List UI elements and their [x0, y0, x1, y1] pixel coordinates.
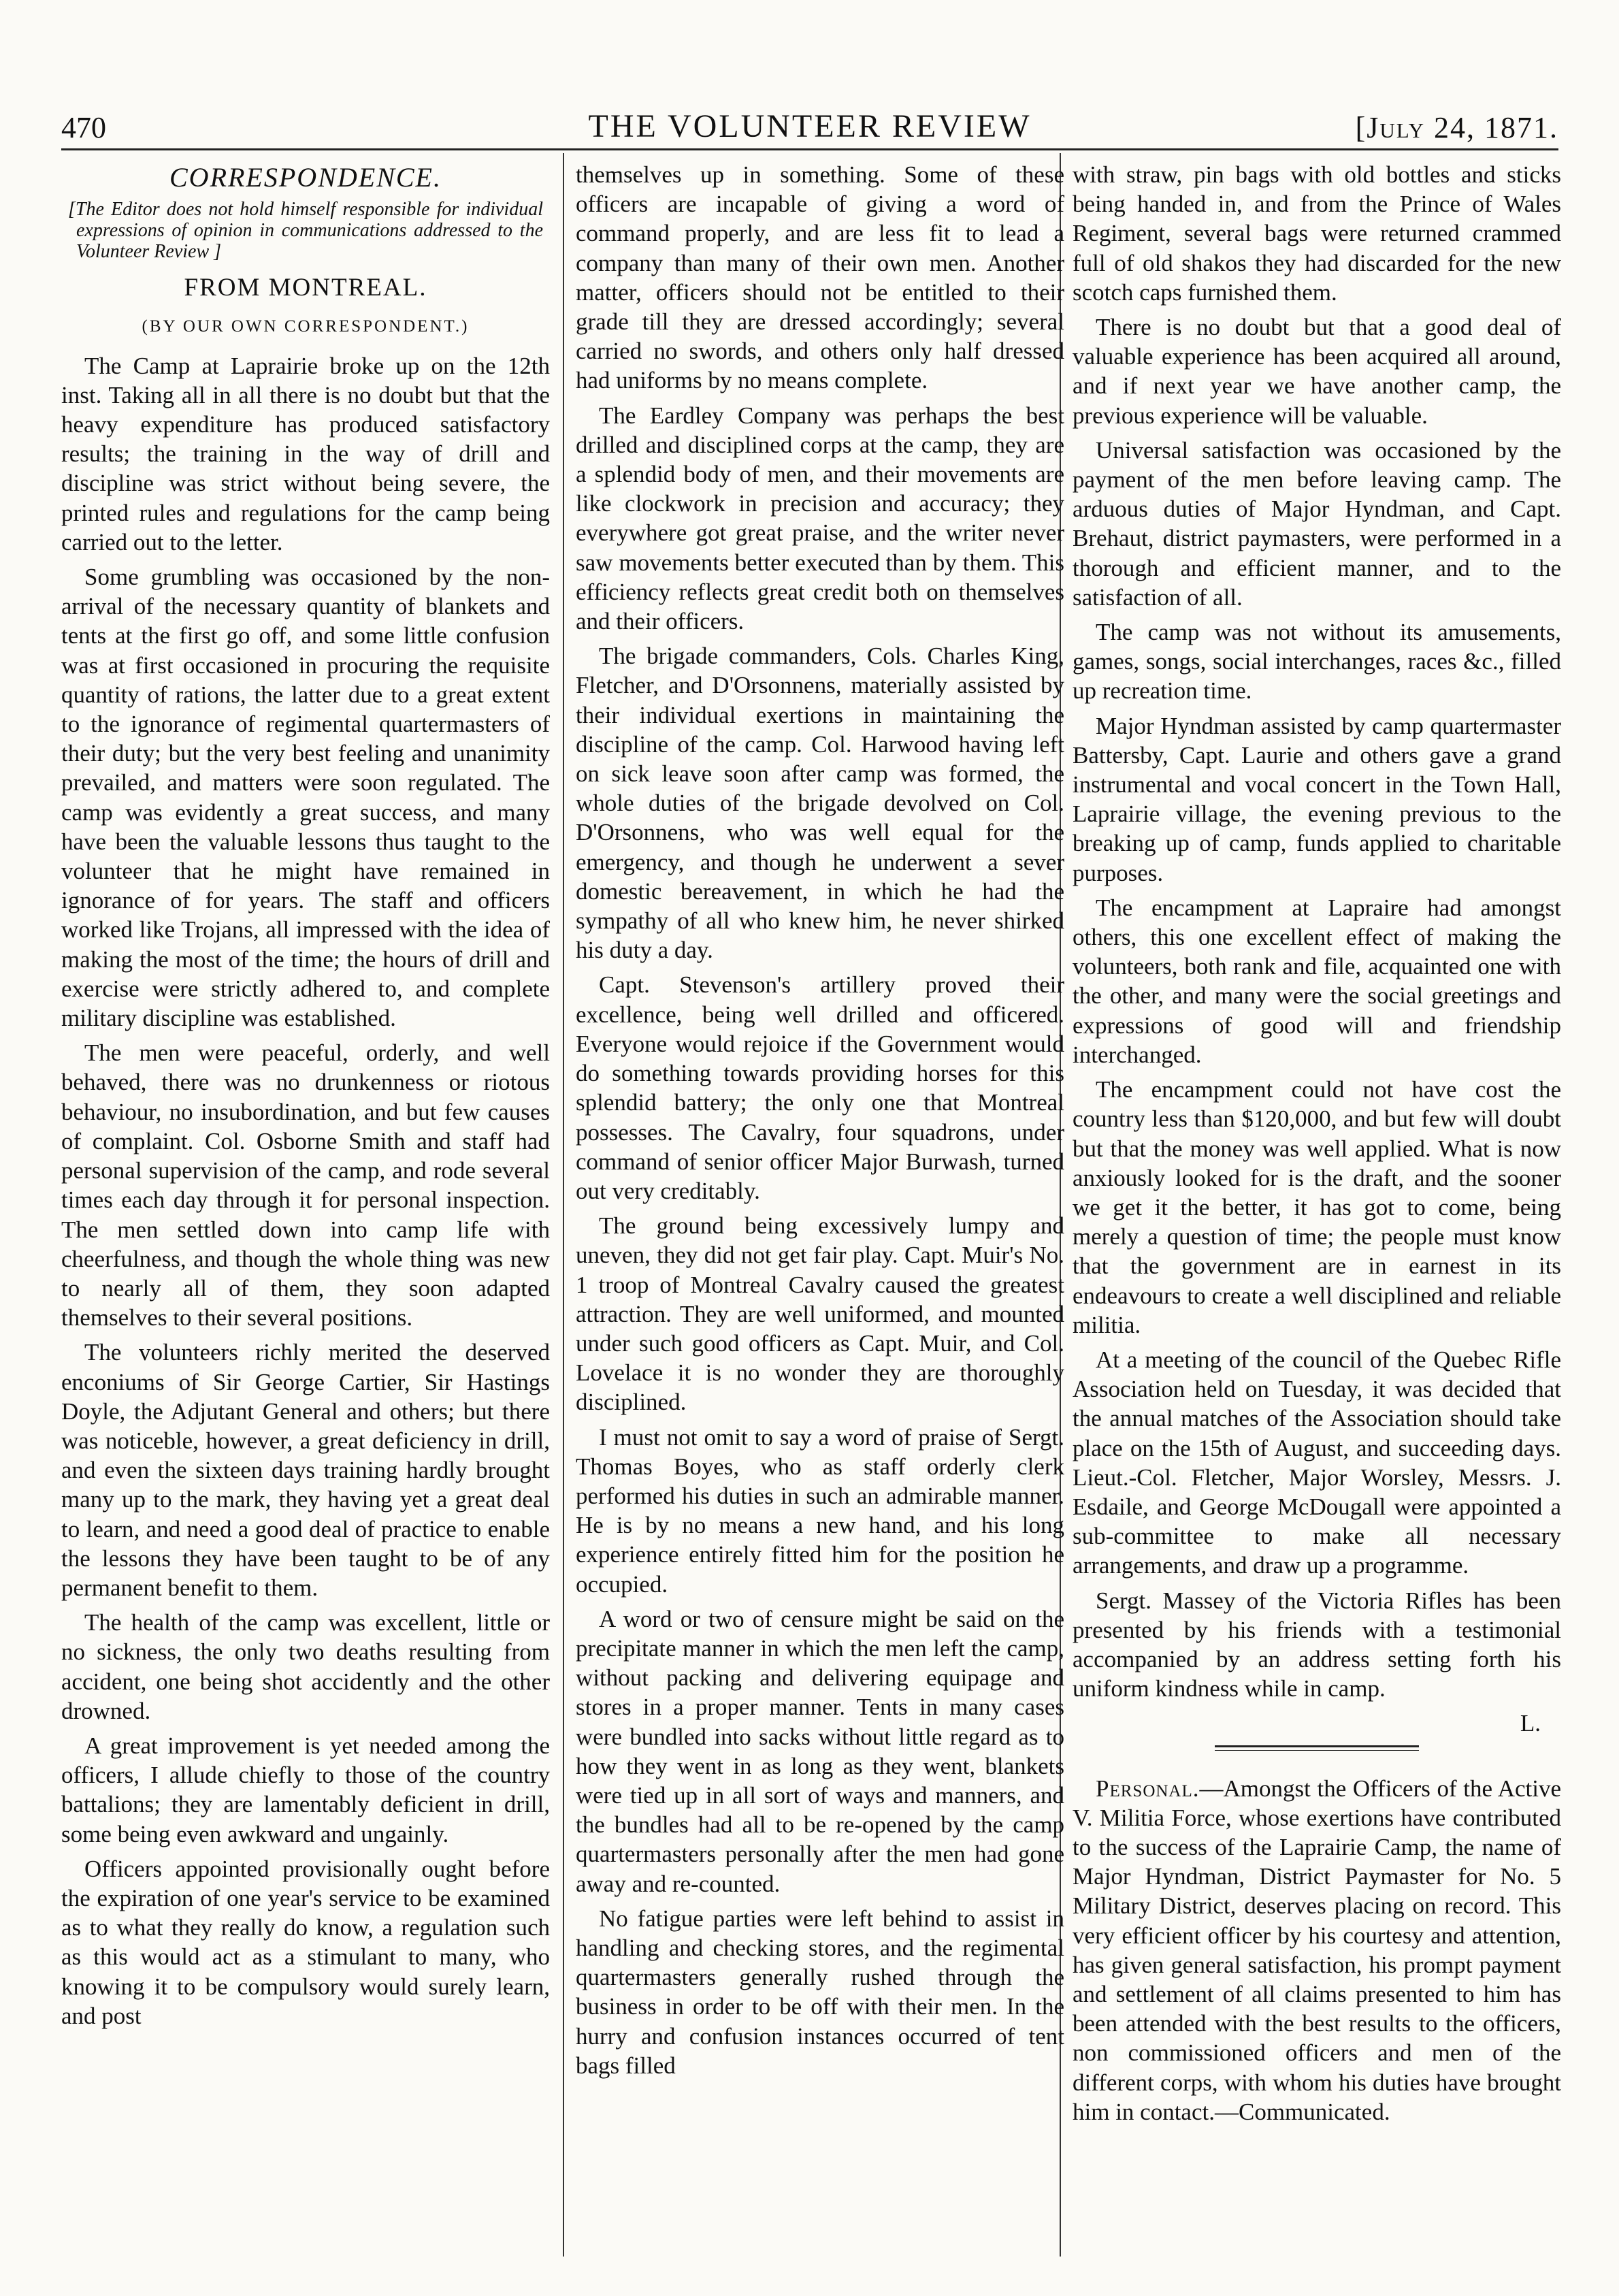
article-paragraph: Capt. Stevenson's artillery proved their excellence, being well drilled and officered. Everyone would rejoice if the Government would do something towards providing horses for this splendid battery; the only one that Montreal possesses. The Cavalry, four squadrons, under command of senior officer Major Burwash, turned out very creditably.	[576, 971, 1064, 1204]
article-paragraph: Major Hyndman assisted by camp quartermaster Battersby, Capt. Laurie and others gave a grand instrumental and vocal concert in the Town Hall, Laprairie village, the evening previous to the breaking up of camp, funds applied to charitable purposes.	[1073, 712, 1561, 886]
page-number: 470	[61, 111, 106, 144]
article-heading: FROM MONTREAL.	[184, 274, 427, 302]
article-paragraph: The volunteers richly merited the deserved enconiums of Sir George Cartier, Sir Hastings Doyle, the Adjutant General and others; but there was noticeble, however, a great deficiency in drill, and even the sixteen days training hardly brought many up to the mark, they having yet a great deal to learn, and need a good deal of practice to enable the lessons they have been taught to be of any permanent benefit to them.	[61, 1339, 550, 1601]
personal-notice	[1073, 1774, 1561, 2127]
correspondent-signature: L.	[1520, 1710, 1541, 1737]
article-paragraph: The brigade commanders, Cols. Charles King, Fletcher, and D'Orsonnens, materially assisted by their individual exertions in maintaining the discipline of the camp. Col. Harwood having left on sick leave soon after camp was formed, the whole duties of the brigade devolved on Col. D'Orsonnens, who was well equal for the emergency, and though he underwent a sever domestic bereavement, in which he had the sympathy of all who knew him, he never shirked his duty a day.	[576, 643, 1064, 964]
column-2	[576, 160, 1064, 2229]
article-paragraph: The health of the camp was excellent, little or no sickness, the only two deaths resulting from accident, one being shot accidently and the other drowned.	[61, 1609, 550, 1724]
column-3	[1073, 160, 1561, 2229]
header-rule	[61, 148, 1558, 150]
article-paragraph: A word or two of censure might be said on the precipitate manner in which the men left the camp, without packing and delivering equipage and stores in a proper manner. Tents in many cases were bundled into sacks without little regard as to how they went in as long as they went, blankets were tied up in all sort of ways and manners, and the bundles had all to be re-opened by the camp quartermasters personally after the men had gone away and re-counted.	[576, 1605, 1064, 1897]
column-divider	[563, 153, 564, 2257]
article-paragraph: The Eardley Company was perhaps the best drilled and disciplined corps at the camp, they are a splendid body of men, and their movements are like clockwork in precision and accuracy; they everywhere got great praise, and the writer never saw movements better executed than by them. This efficiency reflects great credit both on themselves and their officers.	[576, 402, 1064, 635]
article-paragraph: At a meeting of the council of the Quebec Rifle Association held on Tuesday, it was decided that the annual matches of the Association should take place on the 15th of August, and succeeding days. Lieut.-Col. Fletcher, Major Worsley, Messrs. J. Esdaile, and George McDougall were appointed a sub-committee to make all necessary arrangements, and draw up a programme.	[1073, 1346, 1561, 1579]
article-paragraph: The ground being excessively lumpy and uneven, they did not get fair play. Capt. Muir's No. 1 troop of Montreal Cavalry caused the greatest attraction. They are well uniformed, and mounted under such good officers as Capt. Muir, and Col. Lovelace it is no wonder they are thoroughly disciplined.	[576, 1212, 1064, 1416]
article-paragraph: with straw, pin bags with old bottles and sticks being handed in, and from the Prince of Wales Regiment, several bags were returned crammed full of old shakos they had discarded for the new scotch caps furnished them.	[1073, 161, 1561, 306]
article-paragraph: The encampment could not have cost the country less than $120,000, and but few will doubt but that the money was well applied. What is now anxiously looked for is the draft, and the sooner we get it the better, it has got to come, being merely a question of time; the people must know that the government are in earnest in its endeavours to create a well disciplined and reliable militia.	[1073, 1076, 1561, 1338]
issue-date: [July 24, 1871.	[1355, 111, 1558, 144]
article-paragraph: The encampment at Lapraire had amongst others, this one excellent effect of making the volunteers, both rank and file, acquainted one with the other, and many were the social greetings and expressions of good will and friendship interchanged.	[1073, 894, 1561, 1068]
section-separator	[1215, 1745, 1419, 1751]
column-1	[61, 160, 550, 2229]
article-paragraph: I must not omit to say a word of praise of Sergt. Thomas Boyes, who as staff orderly clerk performed his duties in such an admirable manner. He is by no means a new hand, and his long experience entirely fitted him for the position he occupied.	[576, 1423, 1064, 1598]
article-paragraph: Universal satisfaction was occasioned by the payment of the men before leaving camp. The arduous duties of Major Hyndman, and Capt. Brehaut, district paymasters, were performed in a thorough and efficient manner, and to the satisfaction of all.	[1073, 436, 1561, 611]
article-paragraph: The camp was not without its amusements, games, songs, social interchanges, races &c., filled up recreation time.	[1073, 619, 1561, 705]
article-paragraph: The men were peaceful, orderly, and well behaved, there was no drunkenness or riotous behaviour, no insubordination, and but few causes of complaint. Col. Osborne Smith and staff had personal supervision of the camp, and rode several times each day through it for personal inspection. The men settled down into camp life with cheerfulness, and though the whole thing was new to nearly all of them, they soon adapted themselves to their several positions.	[61, 1039, 550, 1331]
article-paragraph: No fatigue parties were left behind to assist in handling and checking stores, and the regimental quartermasters generally rushed through the business in order to be off with their men. In the hurry and confusion instances occurred of tent bags filled	[576, 1905, 1064, 2079]
personal-text: —Amongst the Officers of the Active V. Militia Force, whose exertions have contributed to the success of the Laprairie Camp, the name of Major Hyndman, District Paymaster for No. 5 Military District, deserves placing on record. This very efficient officer by his courtesy and attention, has given general satisfaction, his prompt payment and settlement of all claims presented to him has been attended with the best results to the officers, non commissioned officers and men of the different corps, with whom his duties have brought him in contact.—Communicated.	[1073, 1775, 1561, 2125]
article-paragraph: Officers appointed provisionally ought before the expiration of one year's service to be examined as to what they really do know, a regulation such as this would act as a stimulant to many, who knowing it to be compulsory would surely learn, and post	[61, 1855, 550, 2029]
masthead-title: THE VOLUNTEER REVIEW	[588, 108, 1032, 144]
article-paragraph: Some grumbling was occasioned by the non-arrival of the necessary quantity of blankets and tents at the first go off, and some little confusion was at first occasioned in procuring the requisite quantity of rations, the latter due to a great extent to the ignorance of regimental quartermasters of their duty; but the very best feeling and unanimity prevailed, and matters were soon regulated. The camp was evidently a great success, and many have been the valuable lessons thus taught to the volunteer that he might have remained in ignorance of for years. The staff and officers worked like Trojans, all impressed with the idea of making the most of the time; the hours of drill and exercise were strictly adhered to, and complete military discipline was established.	[61, 564, 550, 1032]
article-paragraph: There is no doubt but that a good deal of valuable experience has been acquired all around, and if next year we have another camp, the previous experience will be valuable.	[1073, 314, 1561, 429]
editor-note: [The Editor does not hold himself responsible for individual expressions of opinion in communications addressed to the Volunteer Review ]	[68, 199, 543, 263]
article-paragraph: themselves up in something. Some of these officers are incapable of giving a word of command properly, and are less fit to lead a company than many of their own men. Another matter, officers should not be entitled to their grade till they are dressed accordingly; several carried no swords, and others only half dressed had uniforms by no means complete.	[576, 161, 1064, 394]
article-paragraph: Sergt. Massey of the Victoria Rifles has been presented by his friends with a testimonial accompanied by an address setting forth his uniform kindness while in camp.	[1073, 1587, 1561, 1702]
personal-lead: Personal.	[1096, 1775, 1200, 1802]
section-title: CORRESPONDENCE.	[169, 162, 442, 193]
article-byline: (BY OUR OWN CORRESPONDENT.)	[142, 317, 470, 336]
article-paragraph: A great improvement is yet needed among the officers, I allude chiefly to those of the country battalions; they are lamentably deficient in drill, some being even awkward and ungainly.	[61, 1732, 550, 1847]
article-paragraph: The Camp at Laprairie broke up on the 12th inst. Taking all in all there is no doubt but that the heavy expenditure has produced satisfactory results; the training in the way of drill and discipline was strict without being severe, the printed rules and regulations for the camp being carried out to the letter.	[61, 352, 550, 555]
